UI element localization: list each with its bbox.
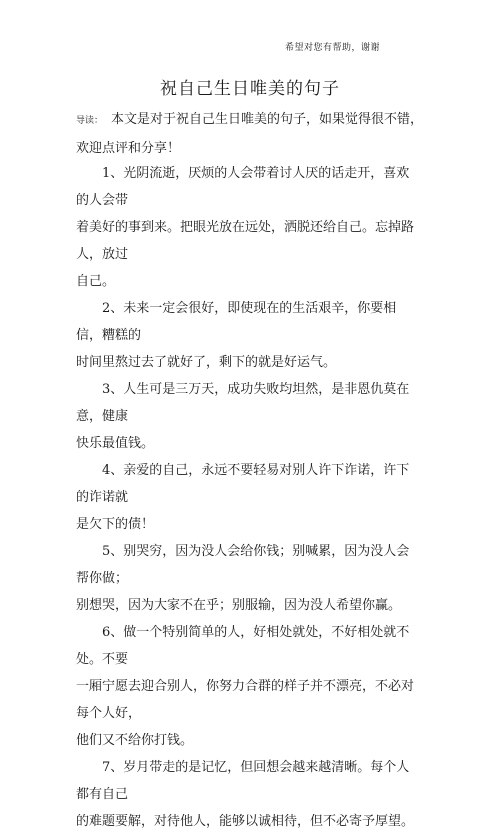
- item-line: 4、亲爱的自己，永远不要轻易对别人许下诈诺，许下的诈诺就: [76, 463, 410, 505]
- list-item: [76, 457, 421, 511]
- list-item-continuation: [76, 214, 421, 295]
- item-line: 5、别哭穷，因为没人会给你钱；别喊累，因为没人会帮你做；: [76, 544, 410, 586]
- list-item: [76, 295, 421, 349]
- list-item-continuation: [76, 808, 421, 835]
- lead-paragraph: [76, 106, 436, 162]
- list-item-continuation: [76, 430, 421, 457]
- list-item: [76, 619, 421, 673]
- item-line: 自己。: [76, 274, 116, 289]
- item-line: 是欠下的债！: [76, 517, 155, 532]
- item-line: 着美好的事到来。把眼光放在远处，洒脱还给自己。忘掉路人，放过: [76, 220, 415, 262]
- document-body: [76, 160, 421, 835]
- lead-line: 欢迎点评和分享！: [76, 141, 181, 156]
- list-item: [76, 376, 421, 430]
- lead-label: 导读：: [76, 116, 104, 126]
- lead-text: 本文是对于祝自己生日唯美的句子，如果觉得很不错，: [111, 112, 424, 127]
- item-line: 7、岁月带走的是记忆，但回想会越来越清晰。每个人都有自己: [76, 760, 410, 802]
- list-item: [76, 160, 421, 214]
- list-item-continuation: [76, 673, 421, 754]
- item-line: 3、人生可是三万天，成功失败均坦然，是非恩仇莫在意，健康: [76, 382, 410, 424]
- list-item-continuation: [76, 592, 421, 619]
- document-title: 祝自己生日唯美的句子: [160, 79, 340, 99]
- list-item: [76, 754, 421, 808]
- item-line: 6、做一个特别简单的人，好相处就处，不好相处就不处。不要: [76, 625, 410, 667]
- item-line: 2、未来一定会很好，即使现在的生活艰辛，你要相信，糟糕的: [76, 301, 397, 343]
- item-line: 一厢宁愿去迎合别人，你努力合群的样子并不漂亮，不必对每个人好，: [76, 679, 415, 721]
- item-line: 快乐最值钱。: [76, 436, 155, 451]
- item-line: 时间里熬过去了就好了，剩下的就是好运气。: [76, 355, 337, 370]
- item-line: 的难题要解，对待他人，能够以诚相待，但不必寄予厚望。: [76, 814, 415, 829]
- item-line: 他们又不给你打钱。: [76, 733, 194, 748]
- item-line: 1、光阴流逝，厌烦的人会带着讨人厌的话走开，喜欢的人会带: [76, 166, 410, 208]
- list-item: [76, 538, 421, 592]
- item-line: 别想哭，因为大家不在乎；别服输，因为没人希望你赢。: [76, 598, 402, 613]
- list-item-continuation: [76, 511, 421, 538]
- list-item-continuation: [76, 349, 421, 376]
- header-note: 希望对您有帮助，谢谢: [284, 43, 380, 53]
- lead-line: [76, 106, 436, 135]
